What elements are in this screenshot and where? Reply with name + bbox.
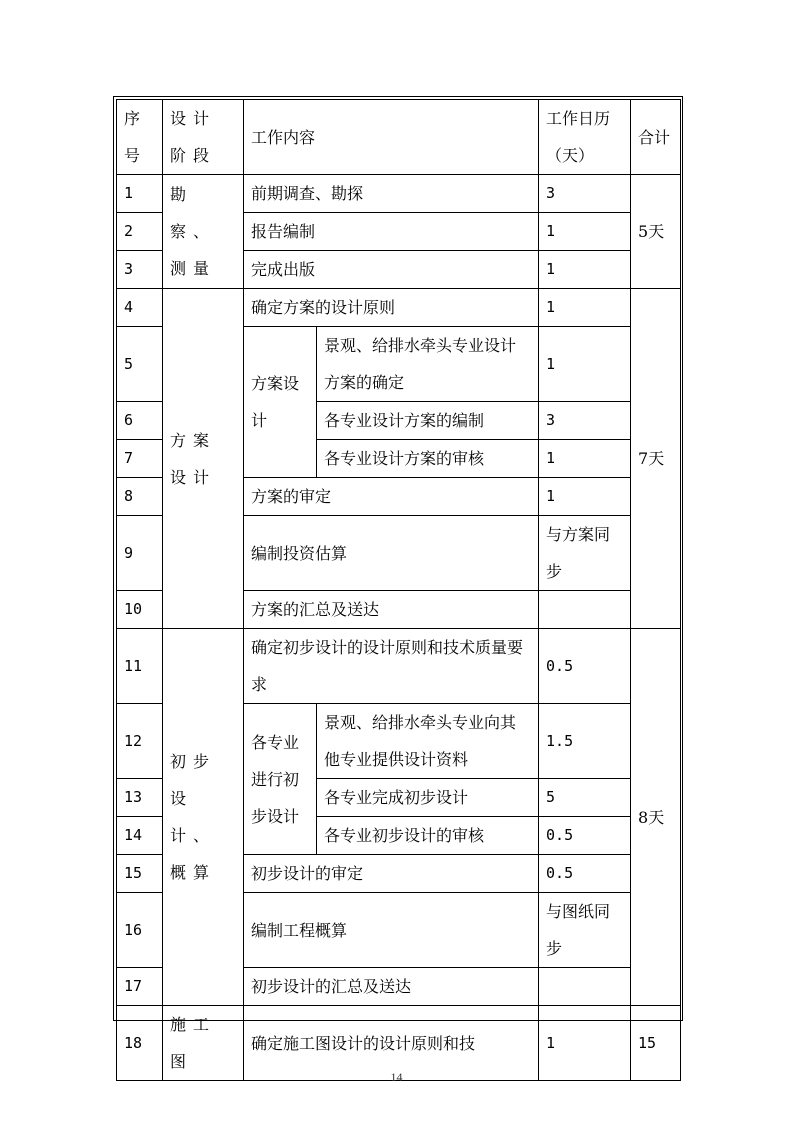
row-days: 0.5 (539, 855, 631, 893)
stage-prelim: 初步设计、概算 (163, 629, 244, 1006)
row-number: 12 (117, 704, 163, 779)
row-content: 报告编制 (244, 213, 539, 251)
row-days: 与方案同步 (539, 516, 631, 591)
row-content: 方案的审定 (244, 478, 539, 516)
row-content: 确定施工图设计的设计原则和技 (244, 1006, 539, 1081)
row-number: 16 (117, 893, 163, 968)
row-days: 0.5 (539, 817, 631, 855)
row-days: 0.5 (539, 629, 631, 704)
stage-construction: 施工图 (163, 1006, 244, 1081)
row-number: 9 (117, 516, 163, 591)
table-header-row (117, 100, 681, 175)
row-content: 确定初步设计的设计原则和技术质量要求 (244, 629, 539, 704)
row-number: 11 (117, 629, 163, 704)
row-number: 3 (117, 251, 163, 289)
row-number: 7 (117, 440, 163, 478)
row-content: 初步设计的审定 (244, 855, 539, 893)
row-days: 1 (539, 251, 631, 289)
design-schedule-table (116, 99, 681, 1081)
row-number: 18 (117, 1006, 163, 1081)
header-content: 工作内容 (244, 100, 539, 175)
table-row (117, 629, 681, 704)
total-scheme: 7天 (631, 289, 681, 629)
row-content: 方案的汇总及送达 (244, 591, 539, 629)
table-row (117, 175, 681, 213)
row-content: 初步设计的汇总及送达 (244, 968, 539, 1006)
row-days: 1 (539, 1006, 631, 1081)
row-days: 3 (539, 402, 631, 440)
total-survey: 5天 (631, 175, 681, 289)
table-row (117, 289, 681, 327)
row-content: 景观、给排水牵头专业向其他专业提供设计资料 (317, 704, 539, 779)
header-total: 合计 (631, 100, 681, 175)
row-days: 与图纸同步 (539, 893, 631, 968)
total-construction: 15 (631, 1006, 681, 1081)
row-days: 1 (539, 213, 631, 251)
page-number: 14 (390, 1070, 403, 1084)
stage-scheme: 方案设计 (163, 289, 244, 629)
row-number: 6 (117, 402, 163, 440)
header-days: 工作日历（天） (539, 100, 631, 175)
row-content: 编制投资估算 (244, 516, 539, 591)
total-prelim: 8天 (631, 629, 681, 1006)
row-content: 前期调查、勘探 (244, 175, 539, 213)
row-number: 17 (117, 968, 163, 1006)
row-number: 2 (117, 213, 163, 251)
stage-survey: 勘察、测量 (163, 175, 244, 289)
row-content: 各专业设计方案的审核 (317, 440, 539, 478)
row-content: 确定方案的设计原则 (244, 289, 539, 327)
row-number: 1 (117, 175, 163, 213)
row-content: 各专业初步设计的审核 (317, 817, 539, 855)
row-number: 13 (117, 779, 163, 817)
row-days: 1 (539, 440, 631, 478)
header-seq: 序号 (117, 100, 163, 175)
row-days (539, 968, 631, 1006)
row-days: 5 (539, 779, 631, 817)
row-number: 8 (117, 478, 163, 516)
row-days (539, 591, 631, 629)
row-content: 各专业完成初步设计 (317, 779, 539, 817)
row-number: 4 (117, 289, 163, 327)
row-content: 各专业设计方案的编制 (317, 402, 539, 440)
row-days: 1.5 (539, 704, 631, 779)
row-content: 景观、给排水牵头专业设计方案的确定 (317, 327, 539, 402)
sub-stage-prelim: 各专业进行初步设计 (244, 704, 317, 855)
row-number: 5 (117, 327, 163, 402)
row-number: 14 (117, 817, 163, 855)
row-days: 3 (539, 175, 631, 213)
row-content: 编制工程概算 (244, 893, 539, 968)
sub-stage-scheme: 方案设计 (244, 327, 317, 478)
row-number: 15 (117, 855, 163, 893)
header-stage: 设计阶段 (163, 100, 244, 175)
row-days: 1 (539, 327, 631, 402)
row-number: 10 (117, 591, 163, 629)
row-days: 1 (539, 478, 631, 516)
row-content: 完成出版 (244, 251, 539, 289)
row-days: 1 (539, 289, 631, 327)
